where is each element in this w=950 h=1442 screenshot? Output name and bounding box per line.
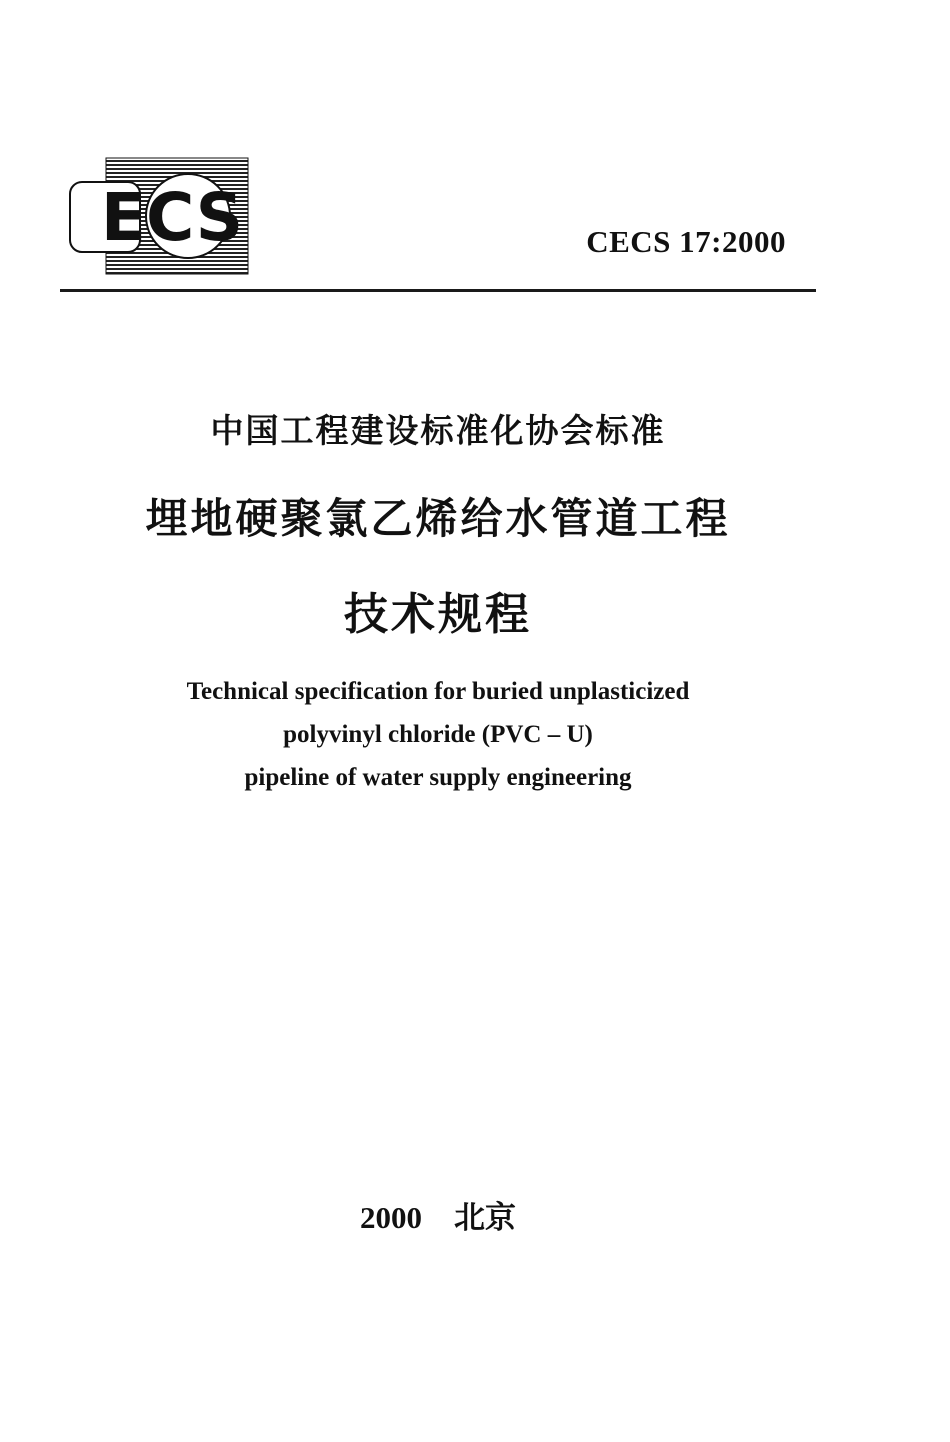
ecs-logo xyxy=(68,156,278,278)
organization-title: 中国工程建设标准化协会标准 xyxy=(210,411,666,450)
chinese-title-line-2: 技术规程 xyxy=(344,589,532,640)
publication-info xyxy=(0,1192,876,1237)
standard-code: CECS 17:2000 xyxy=(586,224,786,259)
english-title-line-3: pipeline of water supply engineering xyxy=(244,764,632,791)
english-title-line-1: Technical specification for buried unplasticized xyxy=(186,678,690,705)
header-divider xyxy=(60,289,816,292)
ecs-logo-graphic xyxy=(68,156,278,278)
publication-city: 北京 xyxy=(454,1200,516,1236)
publication-year: 2000 xyxy=(360,1200,422,1235)
english-title-line-2: polyvinyl chloride (PVC – U) xyxy=(283,721,593,748)
logo-text: ECS xyxy=(100,179,244,256)
chinese-title-line-1: 埋地硬聚氯乙烯给水管道工程 xyxy=(145,494,731,543)
